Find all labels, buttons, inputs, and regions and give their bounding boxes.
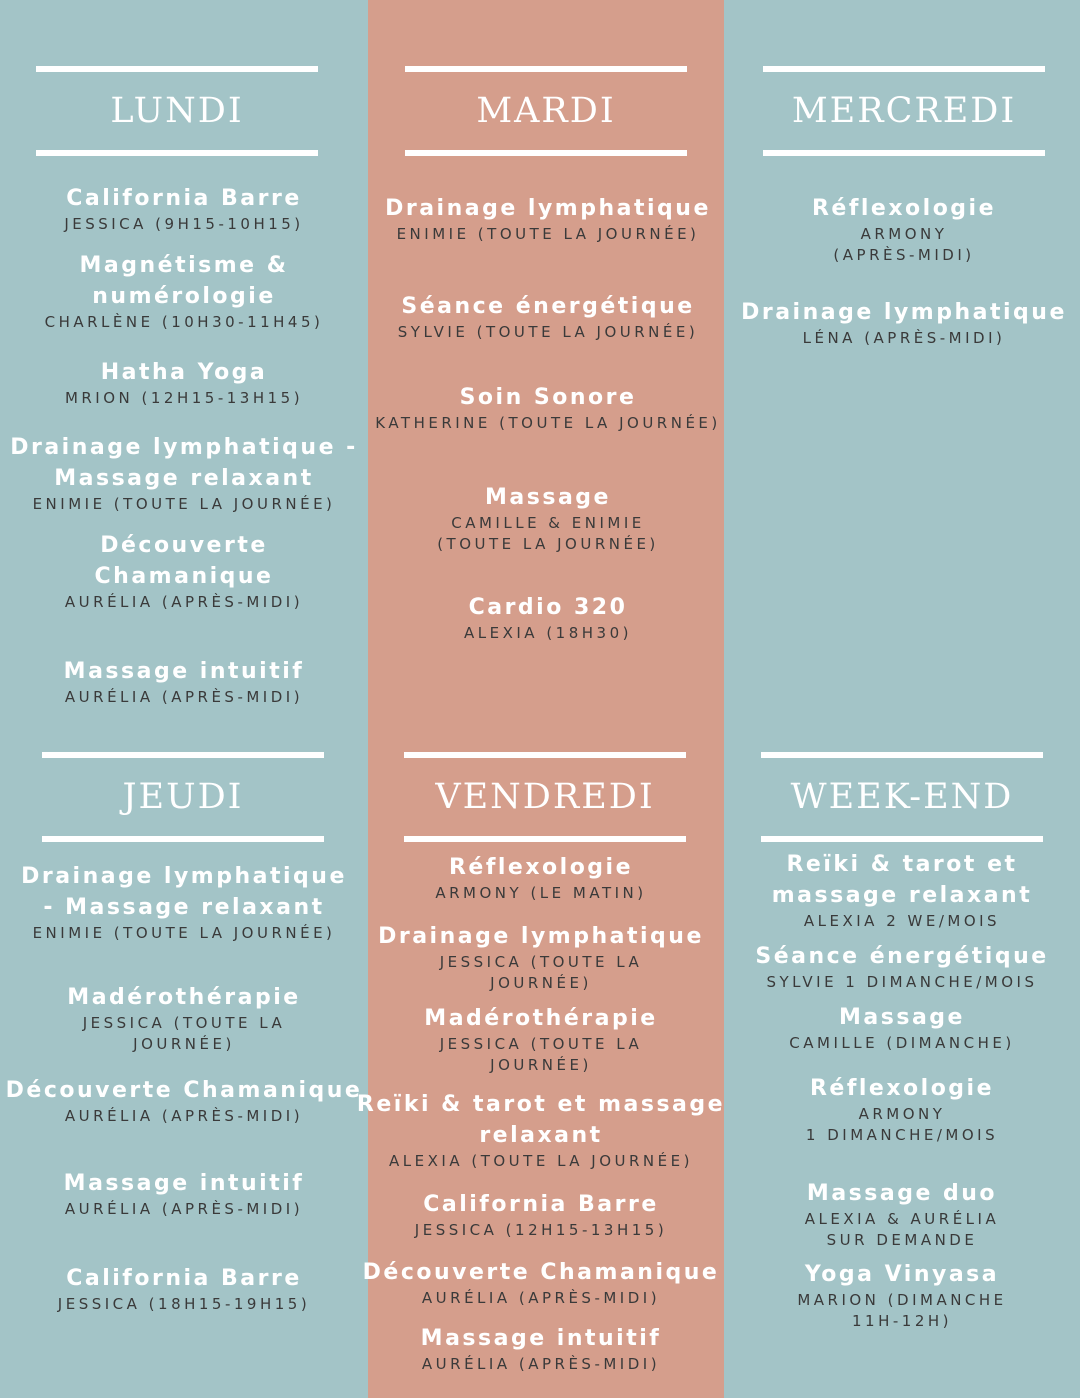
activity-vendredi — [351, 921, 731, 994]
activity-title: Drainage lymphatique — [378, 924, 704, 949]
activity-title: Reïki & tarot et — [786, 852, 1018, 877]
activity-weekend — [712, 941, 1080, 993]
activity-vendredi — [351, 1323, 731, 1375]
activity-practitioner: 11H-12H) — [852, 1312, 952, 1330]
activity-weekend — [712, 849, 1080, 932]
activity-practitioner: AURÉLIA (APRÈS-MIDI) — [64, 1107, 304, 1125]
activity-mardi — [358, 592, 738, 644]
activity-practitioner: ARMONY (LE MATIN) — [435, 884, 647, 902]
activity-mardi — [358, 482, 738, 555]
activity-weekend — [712, 1259, 1080, 1332]
activity-jeudi — [0, 1075, 374, 1127]
activity-jeudi — [0, 1168, 374, 1220]
activity-title: Cardio 320 — [468, 595, 628, 620]
activity-vendredi — [351, 1003, 731, 1076]
activity-title: Massage intuitif — [63, 1171, 305, 1196]
activity-practitioner: JOURNÉE) — [490, 1056, 592, 1074]
activity-title: Massage relaxant — [54, 466, 314, 491]
activity-mardi — [358, 291, 738, 343]
activity-practitioner: ALEXIA (TOUTE LA JOURNÉE) — [389, 1152, 693, 1170]
activity-practitioner: KATHERINE (TOUTE LA JOURNÉE) — [375, 414, 721, 432]
activity-practitioner: (TOUTE LA JOURNÉE) — [437, 535, 659, 553]
activity-title: Séance énergétique — [401, 294, 695, 319]
activity-title: Massage intuitif — [63, 659, 305, 684]
day-header-mardi: MARDI — [405, 66, 687, 156]
activity-title: Chamanique — [94, 564, 274, 589]
activity-practitioner: CHARLÈNE (10H30-11H45) — [44, 313, 324, 331]
activity-lundi — [0, 357, 374, 409]
activity-lundi — [0, 656, 374, 708]
day-header-lundi: LUNDI — [36, 66, 318, 156]
activity-title: numérologie — [92, 284, 276, 309]
activity-practitioner: SYLVIE (TOUTE LA JOURNÉE) — [397, 323, 699, 341]
activity-practitioner: MRION (12H15-13H15) — [64, 389, 304, 407]
day-header-weekend: WEEK-END — [761, 752, 1043, 842]
activity-title: Magnétisme & — [79, 253, 289, 278]
activity-practitioner: JESSICA (18H15-19H15) — [57, 1295, 311, 1313]
activity-jeudi — [0, 982, 374, 1055]
activity-practitioner: ENIMIE (TOUTE LA JOURNÉE) — [396, 225, 700, 243]
activity-mercredi — [714, 297, 1080, 349]
activity-title: - Massage relaxant — [43, 895, 325, 920]
activity-weekend — [712, 1178, 1080, 1251]
activity-mercredi — [714, 193, 1080, 266]
activity-practitioner: LÉNA (APRÈS-MIDI) — [802, 329, 1006, 347]
activity-practitioner: AURÉLIA (APRÈS-MIDI) — [421, 1355, 661, 1373]
activity-practitioner: JESSICA (TOUTE LA — [439, 953, 643, 971]
activity-title: California Barre — [66, 1266, 302, 1291]
activity-practitioner: JESSICA (TOUTE LA — [82, 1014, 286, 1032]
activity-practitioner: ALEXIA & AURÉLIA — [804, 1210, 1000, 1228]
activity-practitioner: JESSICA (9H15-10H15) — [64, 215, 304, 233]
activity-vendredi — [351, 852, 731, 904]
activity-vendredi — [351, 1189, 731, 1241]
day-header-jeudi: JEUDI — [42, 752, 324, 842]
day-header-mercredi: MERCREDI — [763, 66, 1045, 156]
activity-practitioner: JOURNÉE) — [133, 1035, 235, 1053]
activity-title: California Barre — [423, 1192, 659, 1217]
activity-practitioner: SUR DEMANDE — [826, 1231, 978, 1249]
activity-title: Découverte Chamanique — [362, 1260, 720, 1285]
activity-practitioner: CAMILLE (DIMANCHE) — [789, 1034, 1015, 1052]
activity-practitioner: ARMONY — [860, 225, 948, 243]
activity-title: Découverte — [100, 533, 268, 558]
activity-title: Massage duo — [806, 1181, 998, 1206]
activity-practitioner: ENIMIE (TOUTE LA JOURNÉE) — [32, 924, 336, 942]
activity-title: Massage — [839, 1005, 965, 1030]
activity-title: massage relaxant — [771, 883, 1033, 908]
activity-title: Réflexologie — [448, 855, 634, 880]
activity-practitioner: ALEXIA 2 WE/MOIS — [803, 912, 1001, 930]
activity-title: Soin Sonore — [459, 385, 637, 410]
activity-title: Drainage lymphatique — [385, 196, 711, 221]
activity-practitioner: SYLVIE 1 DIMANCHE/MOIS — [766, 973, 1038, 991]
activity-title: Séance énergétique — [755, 944, 1049, 969]
activity-practitioner: ARMONY — [858, 1105, 946, 1123]
activity-title: Drainage lymphatique — [741, 300, 1067, 325]
activity-title: Madérothérapie — [424, 1006, 658, 1031]
activity-practitioner: JESSICA (12H15-13H15) — [414, 1221, 668, 1239]
activity-practitioner: CAMILLE & ENIMIE — [451, 514, 645, 532]
activity-lundi — [0, 432, 374, 515]
activity-title: relaxant — [479, 1123, 603, 1148]
activity-title: Reïki & tarot et massage — [356, 1092, 726, 1117]
activity-practitioner: ENIMIE (TOUTE LA JOURNÉE) — [32, 495, 336, 513]
activity-mardi — [358, 382, 738, 434]
activity-practitioner: JESSICA (TOUTE LA — [439, 1035, 643, 1053]
activity-practitioner: ALEXIA (18H30) — [464, 624, 632, 642]
day-header-vendredi: VENDREDI — [404, 752, 686, 842]
activity-jeudi — [0, 1263, 374, 1315]
activity-lundi — [0, 250, 374, 333]
activity-title: Hatha Yoga — [100, 360, 268, 385]
activity-title: California Barre — [66, 186, 302, 211]
activity-title: Découverte Chamanique — [5, 1078, 363, 1103]
activity-lundi — [0, 183, 374, 235]
activity-title: Drainage lymphatique — [21, 864, 347, 889]
activity-title: Drainage lymphatique - — [10, 435, 358, 460]
activity-weekend — [712, 1002, 1080, 1054]
activity-title: Madérothérapie — [67, 985, 301, 1010]
activity-vendredi — [351, 1089, 731, 1172]
activity-title: Réflexologie — [811, 196, 997, 221]
activity-practitioner: AURÉLIA (APRÈS-MIDI) — [64, 688, 304, 706]
activity-practitioner: 1 DIMANCHE/MOIS — [805, 1126, 999, 1144]
activity-practitioner: AURÉLIA (APRÈS-MIDI) — [421, 1289, 661, 1307]
activity-weekend — [712, 1073, 1080, 1146]
activity-lundi — [0, 530, 374, 613]
activity-title: Massage — [485, 485, 611, 510]
activity-jeudi — [0, 861, 374, 944]
activity-practitioner: JOURNÉE) — [490, 974, 592, 992]
activity-title: Massage intuitif — [420, 1326, 662, 1351]
activity-title: Yoga Vinyasa — [804, 1262, 1000, 1287]
activity-practitioner: (APRÈS-MIDI) — [833, 246, 975, 264]
activity-title: Réflexologie — [809, 1076, 995, 1101]
activity-vendredi — [351, 1257, 731, 1309]
activity-practitioner: AURÉLIA (APRÈS-MIDI) — [64, 593, 304, 611]
activity-practitioner: AURÉLIA (APRÈS-MIDI) — [64, 1200, 304, 1218]
activity-mardi — [358, 193, 738, 245]
activity-practitioner: MARION (DIMANCHE — [797, 1291, 1007, 1309]
